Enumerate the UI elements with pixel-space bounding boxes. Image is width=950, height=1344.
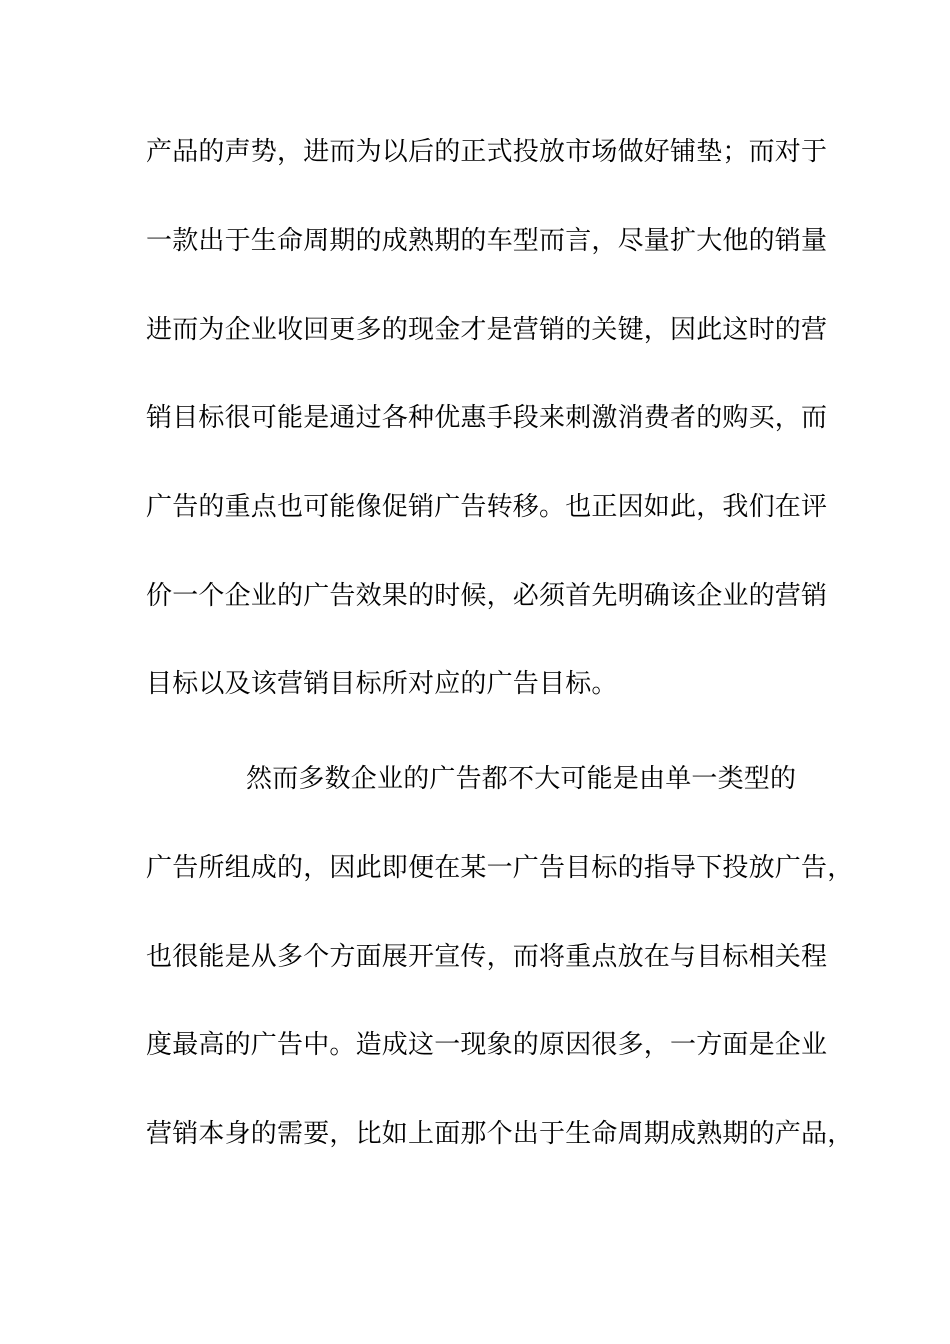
text-line: 广告所组成的，因此即便在某一广告目标的指导下投放广告，: [146, 853, 854, 883]
text-line: 进而为企业收回更多的现金才是营销的关键，因此这时的营: [146, 315, 828, 345]
text-line: 目标以及该营销目标所对应的广告目标。: [146, 669, 618, 699]
text-line: 销目标很可能是通过各种优惠手段来刺激消费者的购买，而: [146, 403, 828, 433]
text-line: 价一个企业的广告效果的时候，必须首先明确该企业的营销: [146, 581, 828, 611]
text-line: 一款出于生命周期的成熟期的车型而言，尽量扩大他的销量: [146, 226, 828, 256]
text-line: 产品的声势，进而为以后的正式投放市场做好铺垫；而对于: [146, 137, 828, 167]
text-line: 广告的重点也可能像促销广告转移。也正因如此，我们在评: [146, 492, 828, 522]
text-line: 度最高的广告中。造成这一现象的原因很多，一方面是企业: [146, 1030, 828, 1060]
text-line: 也很能是从多个方面展开宣传，而将重点放在与目标相关程: [146, 942, 828, 972]
text-line-indented: 然而多数企业的广告都不大可能是由单一类型的: [246, 764, 797, 794]
text-line: 营销本身的需要，比如上面那个出于生命周期成熟期的产品，: [146, 1119, 854, 1149]
